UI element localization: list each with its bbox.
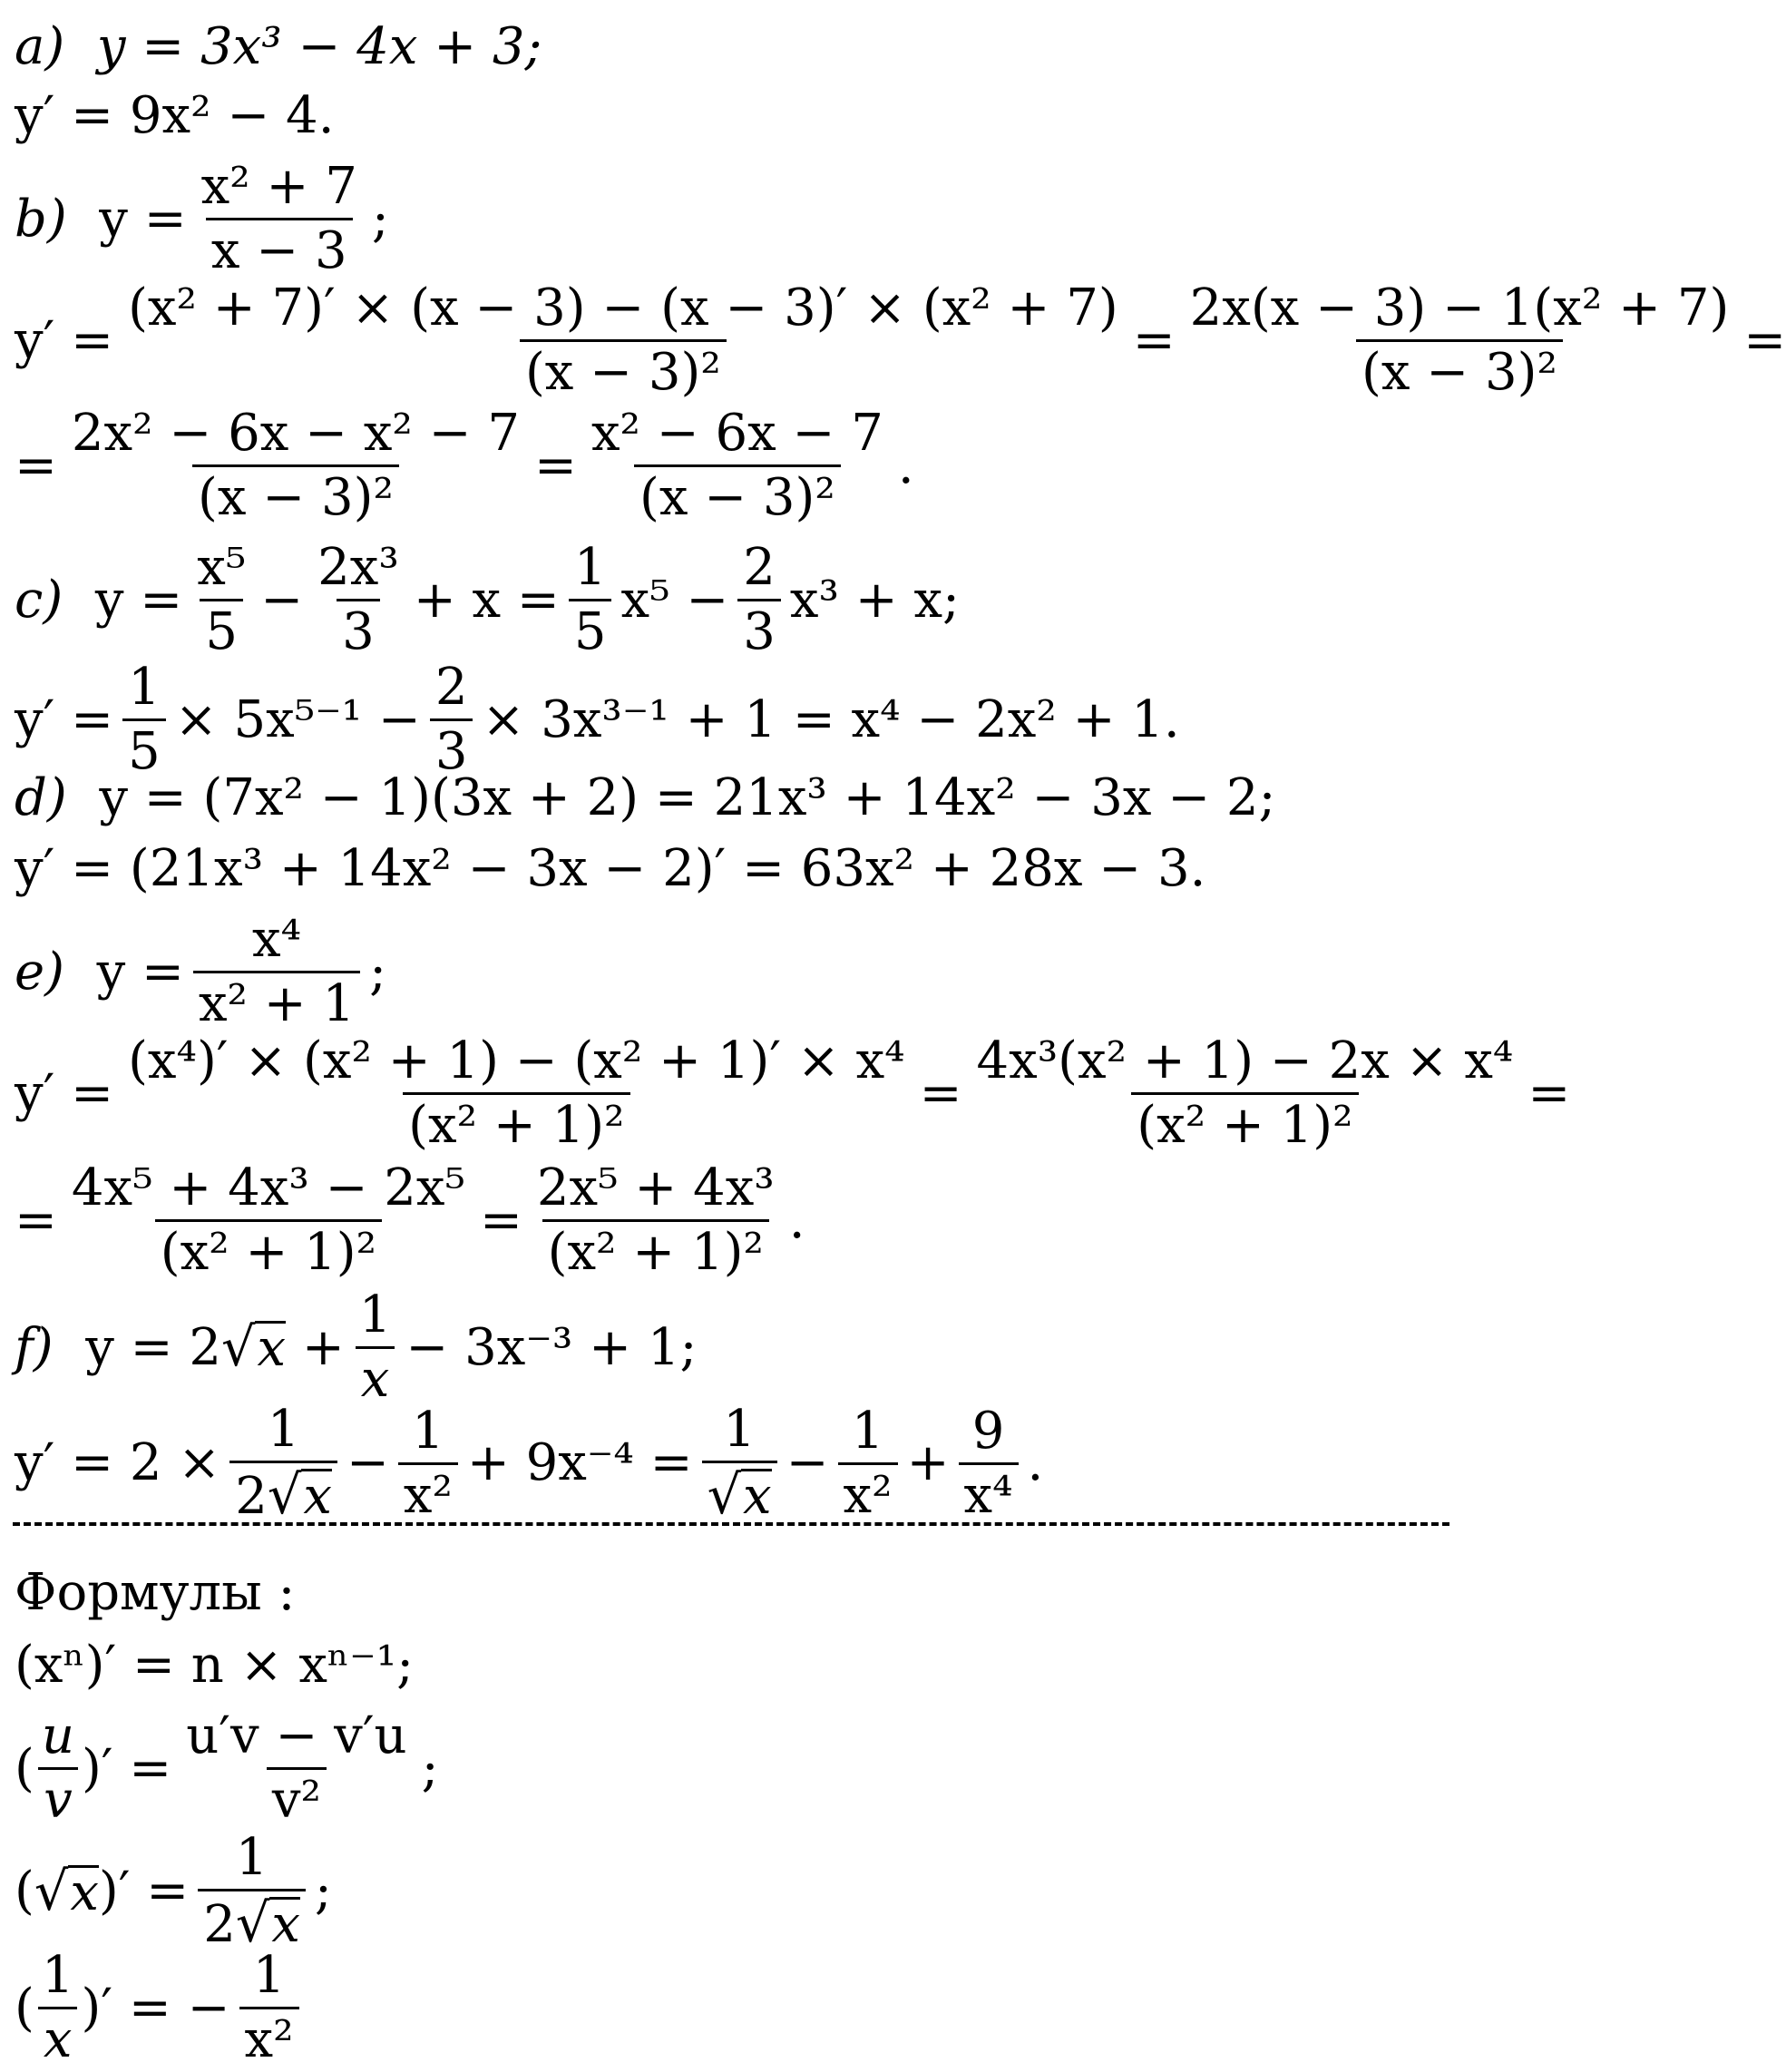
function-a: y = 3x³ − 4x + 3;: [96, 17, 542, 76]
label-f: f): [15, 1317, 54, 1377]
derivative-e-line1: y′ = $\frac{\text{(x⁴)′ × (x² + 1) − (x² + 1)′ × x⁴}}{\text{(x² + 1)²}}$ = $\frac{\text{4x³(x² + 1) − 2x × x⁴}}{\text{(x² + 1)²}}$ =: [15, 1031, 1571, 1155]
derivative-e-line2: = $\frac{\text{4x⁵ + 4x³ − 2x⁵}}{\text{(x² + 1)²}}$ = $\frac{\text{2x⁵ + 4x³}}{\text{(x² + 1)²}}$ .: [15, 1158, 805, 1282]
formula-reciprocal: ( 1 x )′ = − $\frac{1}{\text{x²}}$: [15, 1950, 308, 2066]
item-f-function: f) y = 2 √ x + $\frac{1}{x}$ − 3x⁻³ + 1;: [15, 1285, 698, 1409]
derivative-d: y′ = (21x³ + 14x² − 3x − 2)′ = 63x² + 28x − 3.: [15, 839, 1206, 898]
label-d: d): [15, 768, 67, 827]
derivative-a: y′ = 9x² − 4.: [15, 86, 335, 145]
dashed-divider: [13, 1522, 1449, 1526]
derivative-b-line1: y′ = $\frac{\text{(x² + 7)′ × (x − 3) − (x − 3)′ × (x² + 7)}}{\text{(x − 3)²}}$ = $\frac{\text{2x(x − 3) − 1(x² + 7)}}{\text{(x − 3)²}}$ =: [15, 279, 1786, 402]
formula-power: (xⁿ)′ = n × xⁿ⁻¹;: [15, 1636, 415, 1695]
sqrt-icon: √ x: [220, 1315, 287, 1379]
derivative-b-line2: = $\frac{\text{2x² − 6x − x² − 7}}{\text{(x − 3)²}}$ = $\frac{\text{x² − 6x − 7}}{\text{(x − 3)²}}$ .: [15, 404, 914, 527]
derivative-c: y′ = $\frac{1}{5}$ × 5x⁵⁻¹ − $\frac{2}{3}$ × 3x³⁻¹ + 1 = x⁴ − 2x² + 1.: [15, 658, 1180, 781]
derivative-f: y′ = 2 × 1 2 √ x − $\frac{1}{\text{x²}}$ + 9x⁻⁴ = 1 √ x − $\frac{1}{\text{x²}}$ + $\frac{9}{\text{x⁴}}$ .: [15, 1400, 1044, 1527]
item-e-function: e) y = $\frac{\text{x⁴}}{\text{x² + 1}}$ ;: [15, 910, 387, 1033]
label-b: b): [15, 189, 67, 249]
item-a-function: [15, 17, 542, 76]
fraction: $\frac{\text{x² + 7}}{x - 3}$: [200, 157, 357, 280]
formulas-title: Формулы :: [15, 1563, 296, 1622]
item-c-function: c) y = $\frac{\text{x⁵}}{5}$ − $\frac{\text{2x³}}{3}$ + x = $\frac{1}{5}$ x⁵ − $\frac{2}{3}$ x³ + x;: [15, 538, 960, 661]
formula-sqrt: ( √ x )′ = 1 2 √ x ;: [15, 1828, 332, 1955]
label-c: c): [15, 570, 63, 630]
formula-quotient: ( u v )′ = $\frac{u'v - v'u}{\text{v²}}$ ;: [15, 1706, 439, 1830]
label-e: e): [15, 942, 64, 1002]
item-d-function: d) y = (7x² − 1)(3x + 2) = 21x³ + 14x² − 3x − 2;: [15, 768, 1276, 827]
label-a: a): [15, 17, 65, 76]
item-b-function: b) y = $\frac{\text{x² + 7}}{x - 3}$ ;: [15, 157, 389, 280]
